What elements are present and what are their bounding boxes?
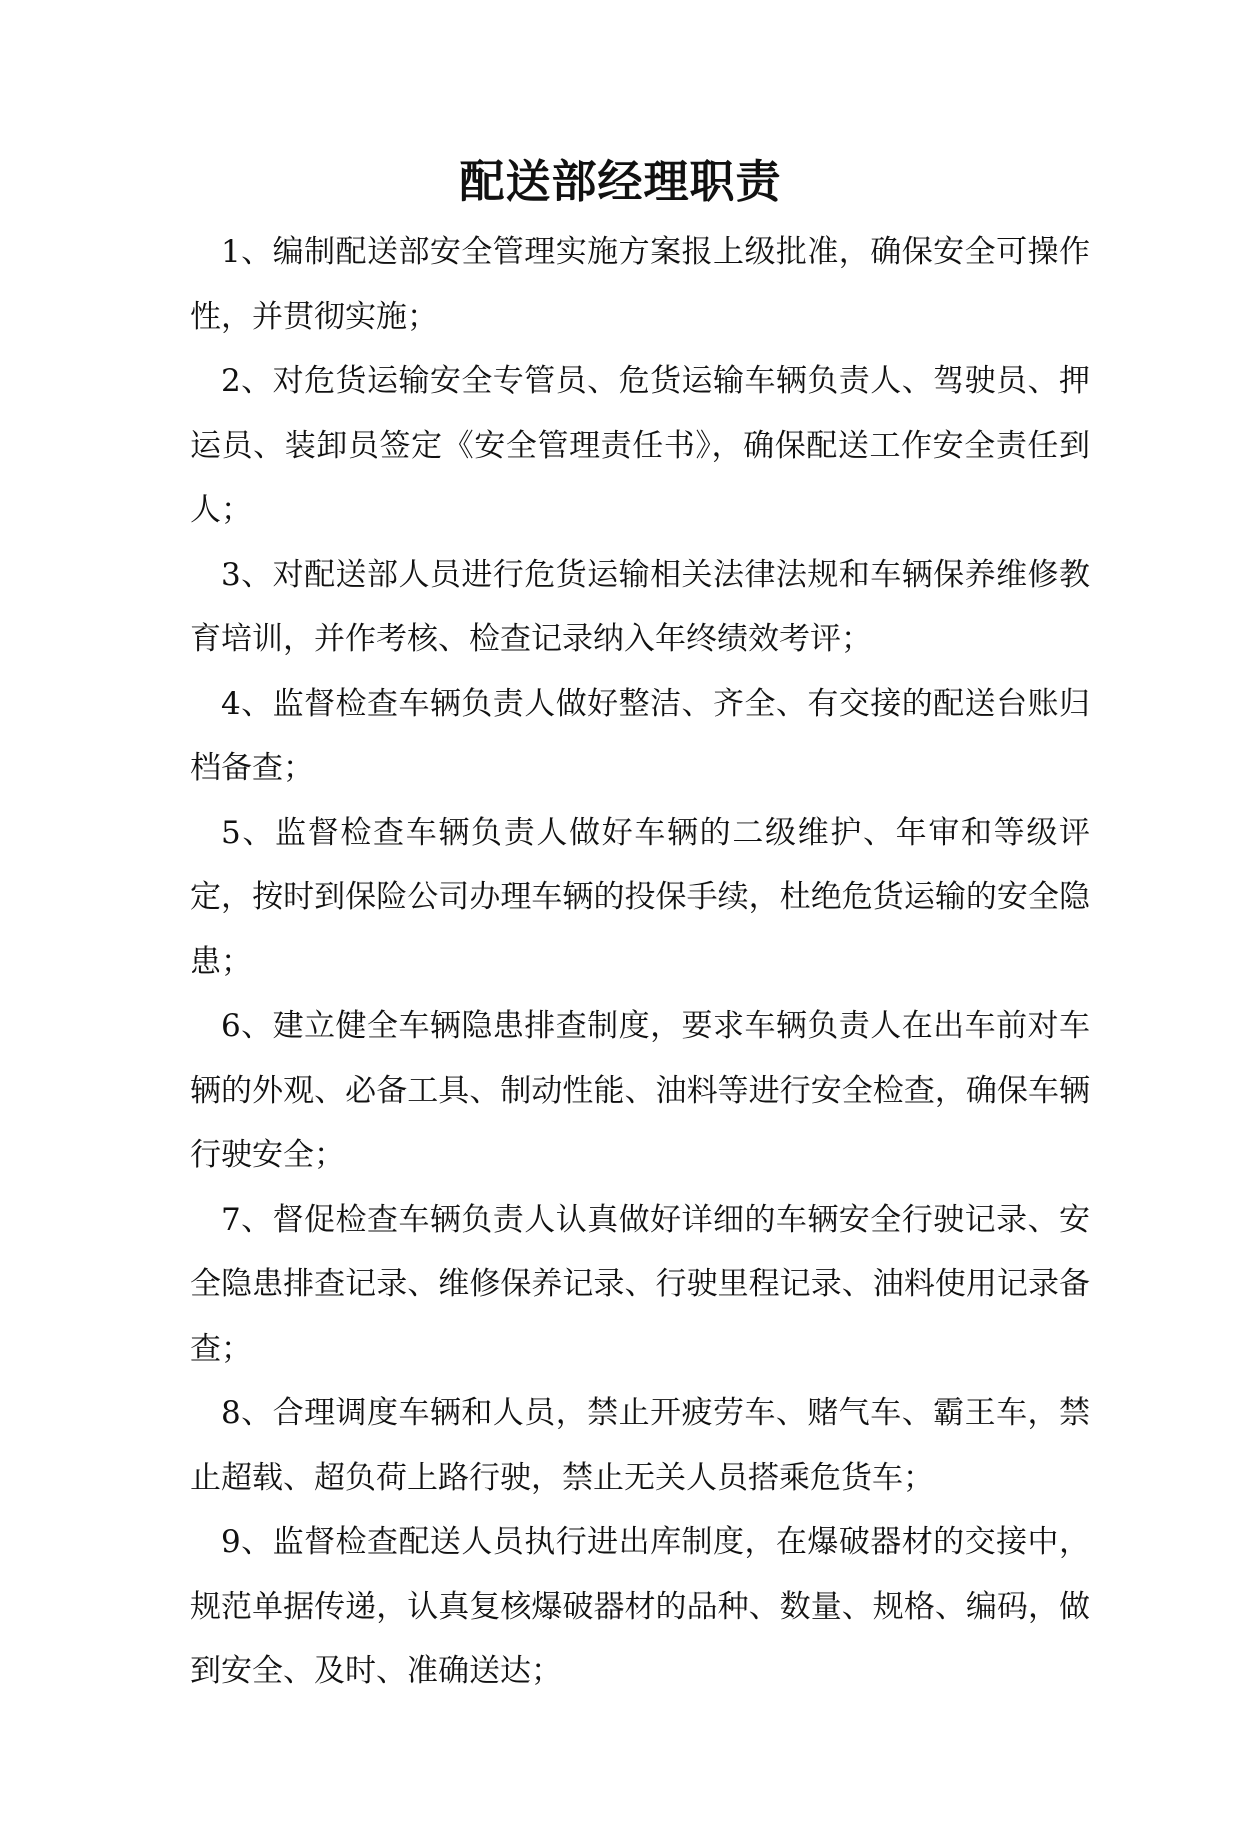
- duty-item-7: 7、督促检查车辆负责人认真做好详细的车辆安全行驶记录、安全隐患排查记录、维修保养记录、行驶里程记录、油料使用记录备查；: [190, 1201, 1090, 1367]
- duty-item-3: 3、对配送部人员进行危货运输相关法律法规和车辆保养维修教育培训，并作考核、检查记录纳入年终绩效考评；: [190, 556, 1090, 657]
- duty-item-6: 6、建立健全车辆隐患排查制度，要求车辆负责人在出车前对车辆的外观、必备工具、制动性能、油料等进行安全检查，确保车辆行驶安全；: [190, 1008, 1090, 1173]
- duty-item-4: 4、监督检查车辆负责人做好整洁、齐全、有交接的配送台账归档备查；: [190, 685, 1090, 786]
- duty-item-8: 8、合理调度车辆和人员，禁止开疲劳车、赌气车、霸王车，禁止超载、超负荷上路行驶，禁止无关人员搭乘危货车；: [190, 1395, 1090, 1496]
- document-title: 配送部经理职责: [459, 155, 782, 208]
- duty-item-9: 9、监督检查配送人员执行进出库制度，在爆破器材的交接中，规范单据传递，认真复核爆破器材的品种、数量、规格、编码，做到安全、及时、准确送达；: [190, 1524, 1090, 1689]
- duty-item-1: 1、编制配送部安全管理实施方案报上级批准，确保安全可操作性，并贯彻实施；: [190, 234, 1090, 335]
- document-body: [190, 220, 1090, 1704]
- duty-item-5: 5、监督检查车辆负责人做好车辆的二级维护、年审和等级评定，按时到保险公司办理车辆的投保手续，杜绝危货运输的安全隐患；: [190, 814, 1090, 980]
- duty-item-2: 2、对危货运输安全专管员、危货运输车辆负责人、驾驶员、押运员、装卸员签定《安全管理责任书》，确保配送工作安全责任到人；: [190, 363, 1090, 528]
